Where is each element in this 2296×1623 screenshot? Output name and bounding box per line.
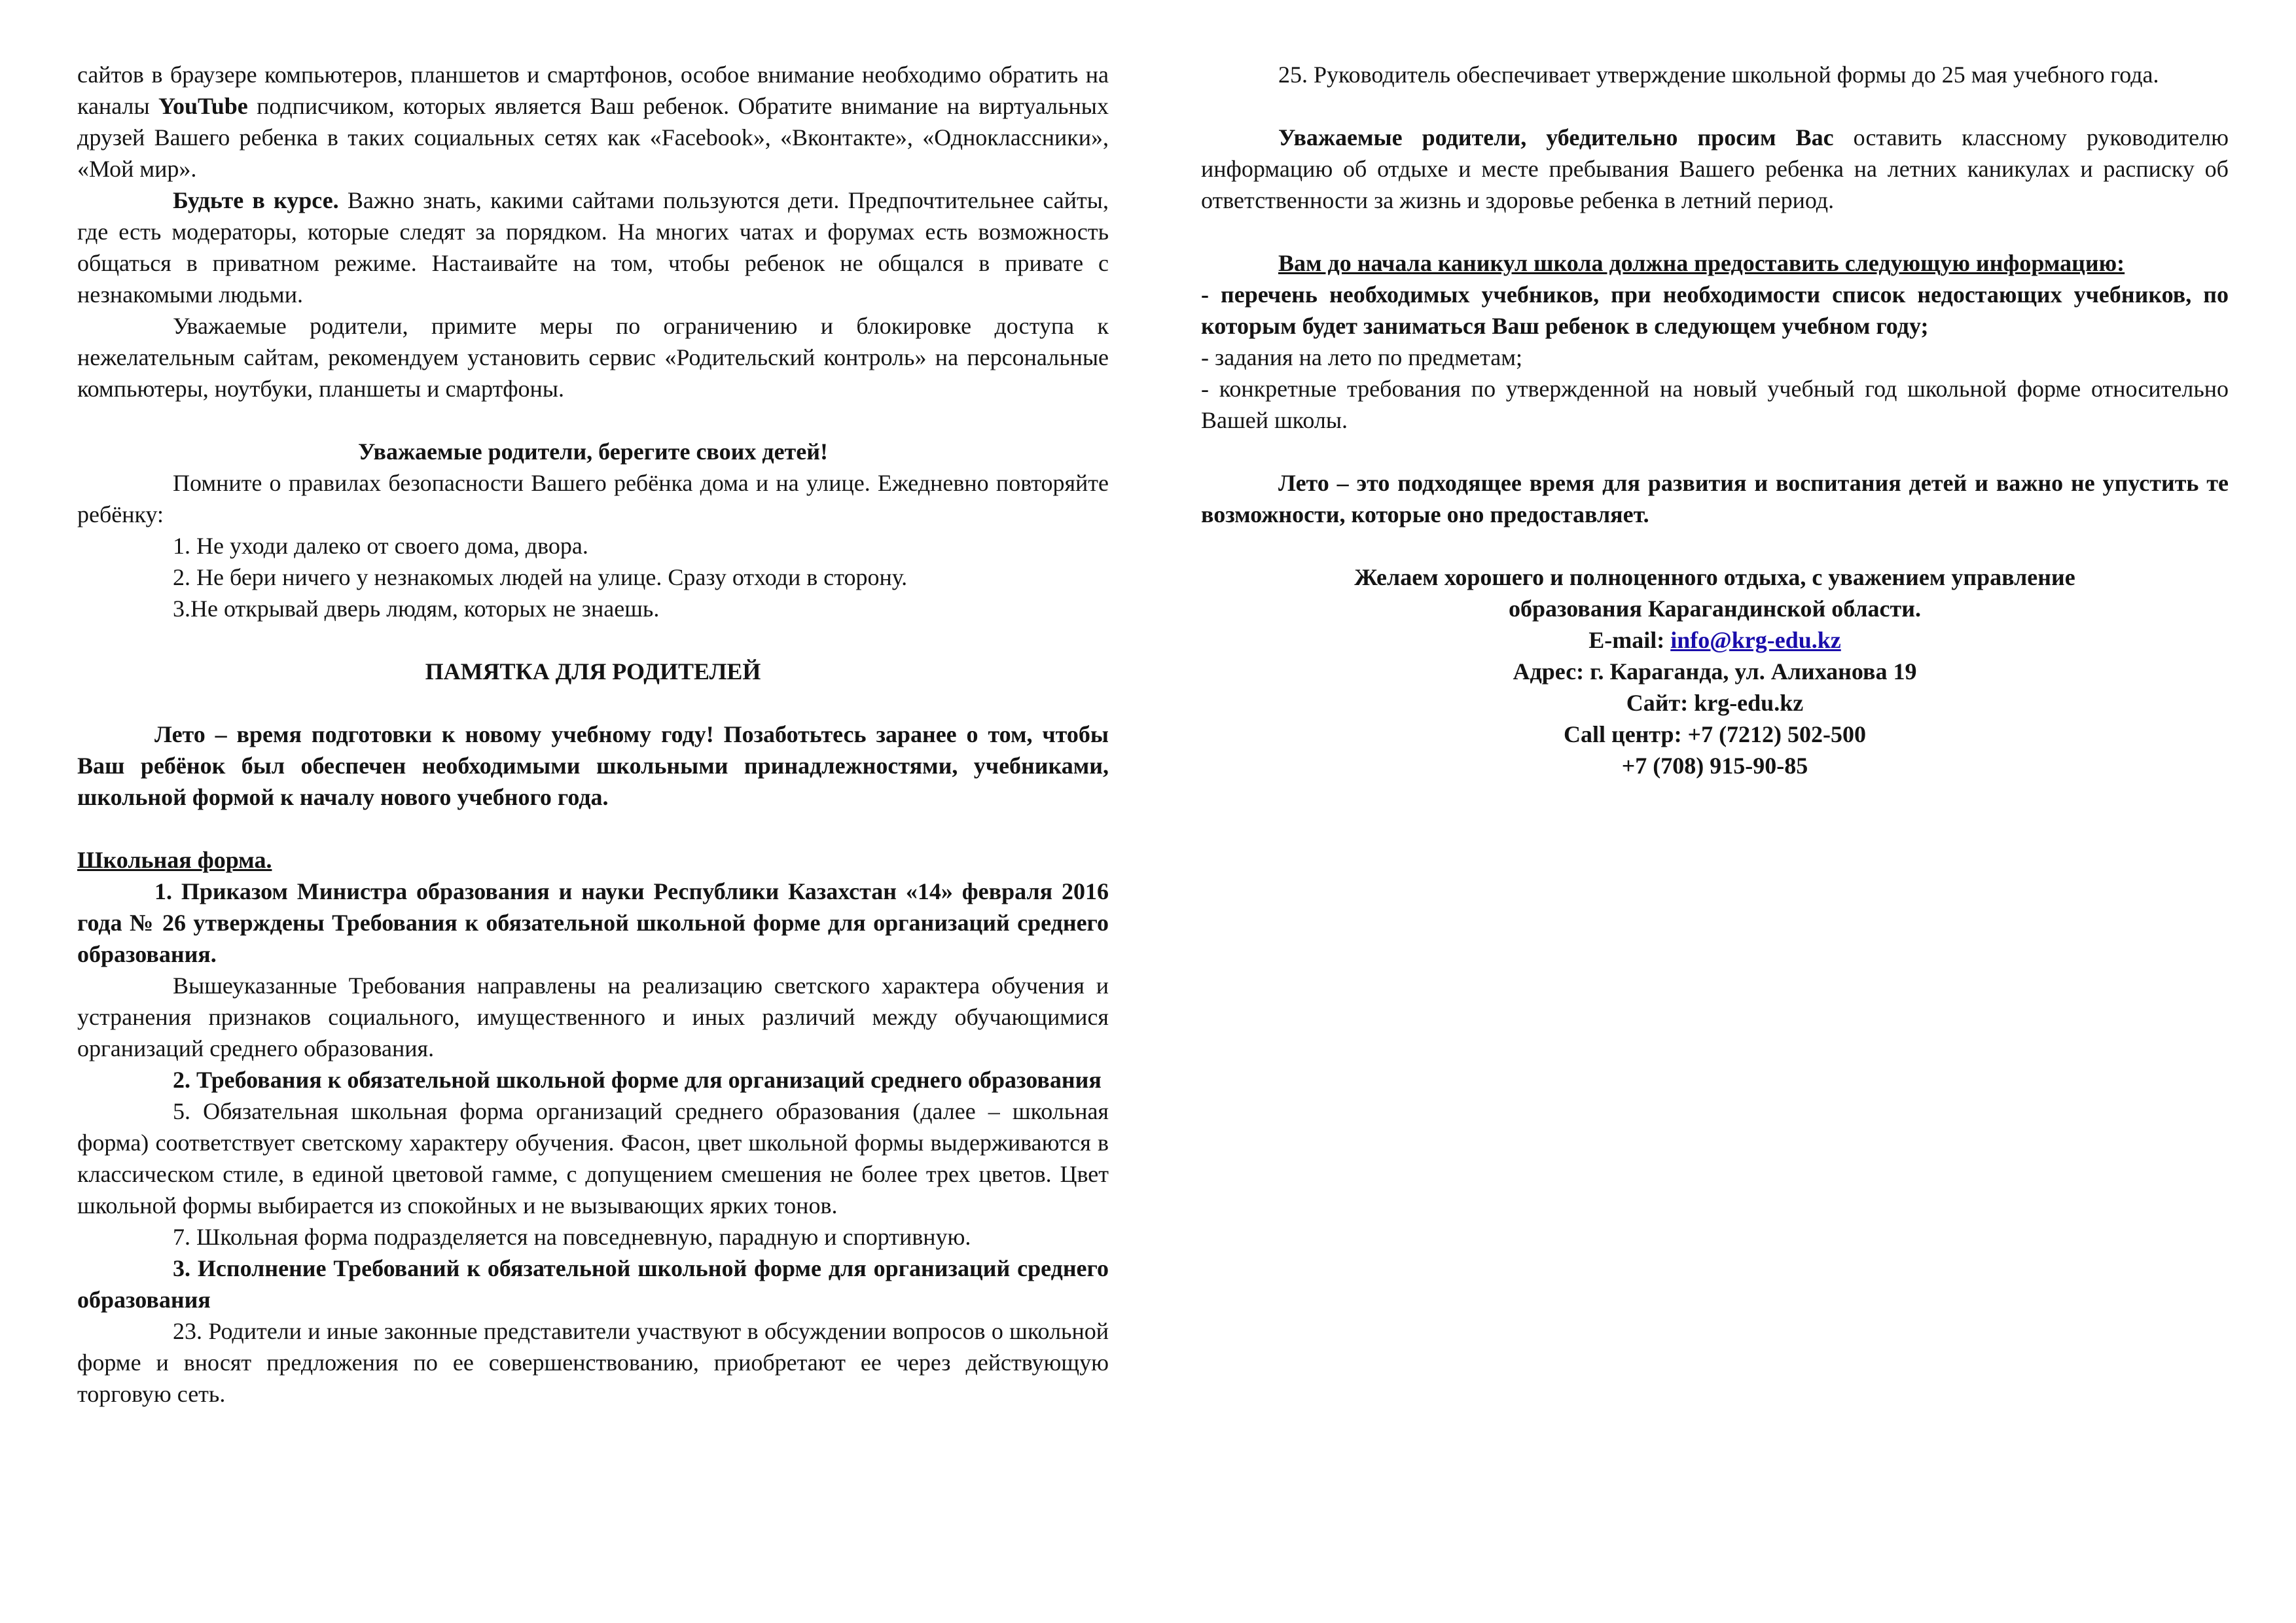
youtube-mention: YouTube — [158, 93, 248, 119]
email-link[interactable]: info@krg-edu.kz — [1670, 627, 1841, 653]
stay-informed-label: Будьте в курсе. — [173, 187, 339, 213]
internet-safety-paragraph — [77, 59, 1109, 185]
parental-control-paragraph: Уважаемые родители, примите меры по ограничению и блокировке доступа к нежелательным сайтам, рекомендуем установить сервис «Родительский контроль» на персональные компьютеры, ноутбуки, планшеты и смартфоны. — [77, 313, 1109, 402]
call-center-line: Call центр: +7 (7212) 502-500 — [1563, 721, 1867, 747]
site-line: Сайт: krg-edu.kz — [1626, 690, 1804, 716]
info-item: - перечень необходимых учебников, при необходимости список недостающих учебников, по которым будет заниматься Ваш ребенок в следующем учебном году; — [1201, 281, 2229, 339]
summer-note: Лето – это подходящее время для развития и воспитания детей и важно не упустить те возможности, которые оно предоставляет. — [1201, 470, 2229, 527]
section2-paragraph-5: 5. Обязательная школьная форма организаций среднего образования (далее – школьная форма) соответствует светскому характеру обучения. Фасон, цвет школьной формы выдерживаются в классическом стиле, в единой цветовой гамме, с допущением смешения не более трех цветов. Цвет школьной формы выбирается из спокойных и не вызывающих ярких тонов. — [77, 1098, 1109, 1219]
rule-item: 2. Не бери ничего у незнакомых людей на улице. Сразу отходи в сторону. — [173, 564, 908, 590]
email-label: E-mail: — [1588, 627, 1671, 653]
stay-informed-paragraph — [77, 185, 1109, 310]
section2-paragraph-7: 7. Школьная форма подразделяется на повседневную, парадную и спортивную. — [173, 1224, 971, 1250]
uniform-heading: Школьная форма. — [77, 847, 272, 873]
care-heading: Уважаемые родители, берегите своих детей! — [358, 438, 828, 465]
school-info-heading: Вам до начала каникул школа должна предоставить следующую информацию: — [1278, 250, 2125, 276]
paragraph-text: Важно знать, какими сайтами пользуются дети. Предпочтительнее сайты, где есть модераторы, которые следят за порядком. На многих чатах и форумах есть возможность общаться в приватном режиме. Настаивайте на том, чтобы ребенок не общался в привате с незнакомыми людьми. — [77, 187, 1109, 308]
parent-request-paragraph — [1201, 122, 2229, 216]
section2-heading: 2. Требования к обязательной школьной форме для организаций среднего образования — [173, 1067, 1102, 1093]
memo-intro: Лето – время подготовки к новому учебному году! Позаботьтесь заранее о том, чтобы Ваш ребёнок был обеспечен необходимыми школьными принадлежностями, учебниками, школьной формой к началу нового учебного года. — [77, 721, 1109, 810]
rule-item: 1. Не уходи далеко от своего дома, двора. — [173, 533, 588, 559]
section3-paragraph-23: 23. Родители и иные законные представители участвуют в обсуждении вопросов о школьной форме и вносят предложения по ее совершенствованию, приобретают ее через действующую торговую сеть. — [77, 1318, 1109, 1407]
section1-heading: 1. Приказом Министра образования и науки Республики Казахстан «14» февраля 2016 года № 26 утверждены Требования к обязательной школьной форме для организаций среднего образования. — [77, 878, 1109, 967]
email-line — [1201, 624, 2229, 656]
parent-request-bold: Уважаемые родители, убедительно просим Вас — [1278, 124, 1834, 151]
paragraph-text: подписчиком, которых является Ваш ребенок. Обратите внимание на виртуальных друзей Вашего ребенка в таких социальных сетях как «Facebook», «Вконтакте», «Одноклассники», «Мой мир». — [77, 93, 1109, 182]
phone-line: +7 (708) 915-90-85 — [1621, 753, 1808, 779]
paragraph-text: оставить классному руководителю информацию об отдыхе и месте пребывания Вашего ребенка на летних каникулах и расписку об ответственности за жизнь и здоровье ребенка в летний период. — [1201, 124, 2229, 213]
contact-block — [1201, 562, 2229, 781]
left-column — [77, 59, 1109, 1410]
paragraph-text: сайтов в браузере компьютеров, планшетов и смартфонов, особое внимание необходимо обратить на каналы — [77, 62, 1109, 119]
wish-line: образования Карагандинской области. — [1509, 596, 1921, 622]
section3-paragraph-25: 25. Руководитель обеспечивает утверждение школьной формы до 25 мая учебного года. — [1278, 62, 2159, 88]
address-line: Адрес: г. Караганда, ул. Алиханова 19 — [1513, 658, 1917, 685]
rule-item: 3.Не открывай дверь людям, которых не знаешь. — [173, 596, 660, 622]
section1-text: Вышеуказанные Требования направлены на реализацию светского характера обучения и устранения признаков социального, имущественного и иных различий между обучающимися организаций среднего образования. — [77, 972, 1109, 1061]
info-item: - задания на лето по предметам; — [1201, 344, 1523, 370]
right-column — [1201, 59, 2229, 781]
wish-line: Желаем хорошего и полноценного отдыха, с уважением управление — [1354, 564, 2075, 590]
care-intro: Помните о правилах безопасности Вашего ребёнка дома и на улице. Ежедневно повторяйте ребёнку: — [77, 470, 1109, 527]
memo-title: ПАМЯТКА ДЛЯ РОДИТЕЛЕЙ — [425, 658, 761, 685]
section3-heading: 3. Исполнение Требований к обязательной школьной форме для организаций среднего образования — [77, 1255, 1109, 1313]
info-item: - конкретные требования по утвержденной на новый учебный год школьной форме относительно Вашей школы. — [1201, 376, 2229, 433]
